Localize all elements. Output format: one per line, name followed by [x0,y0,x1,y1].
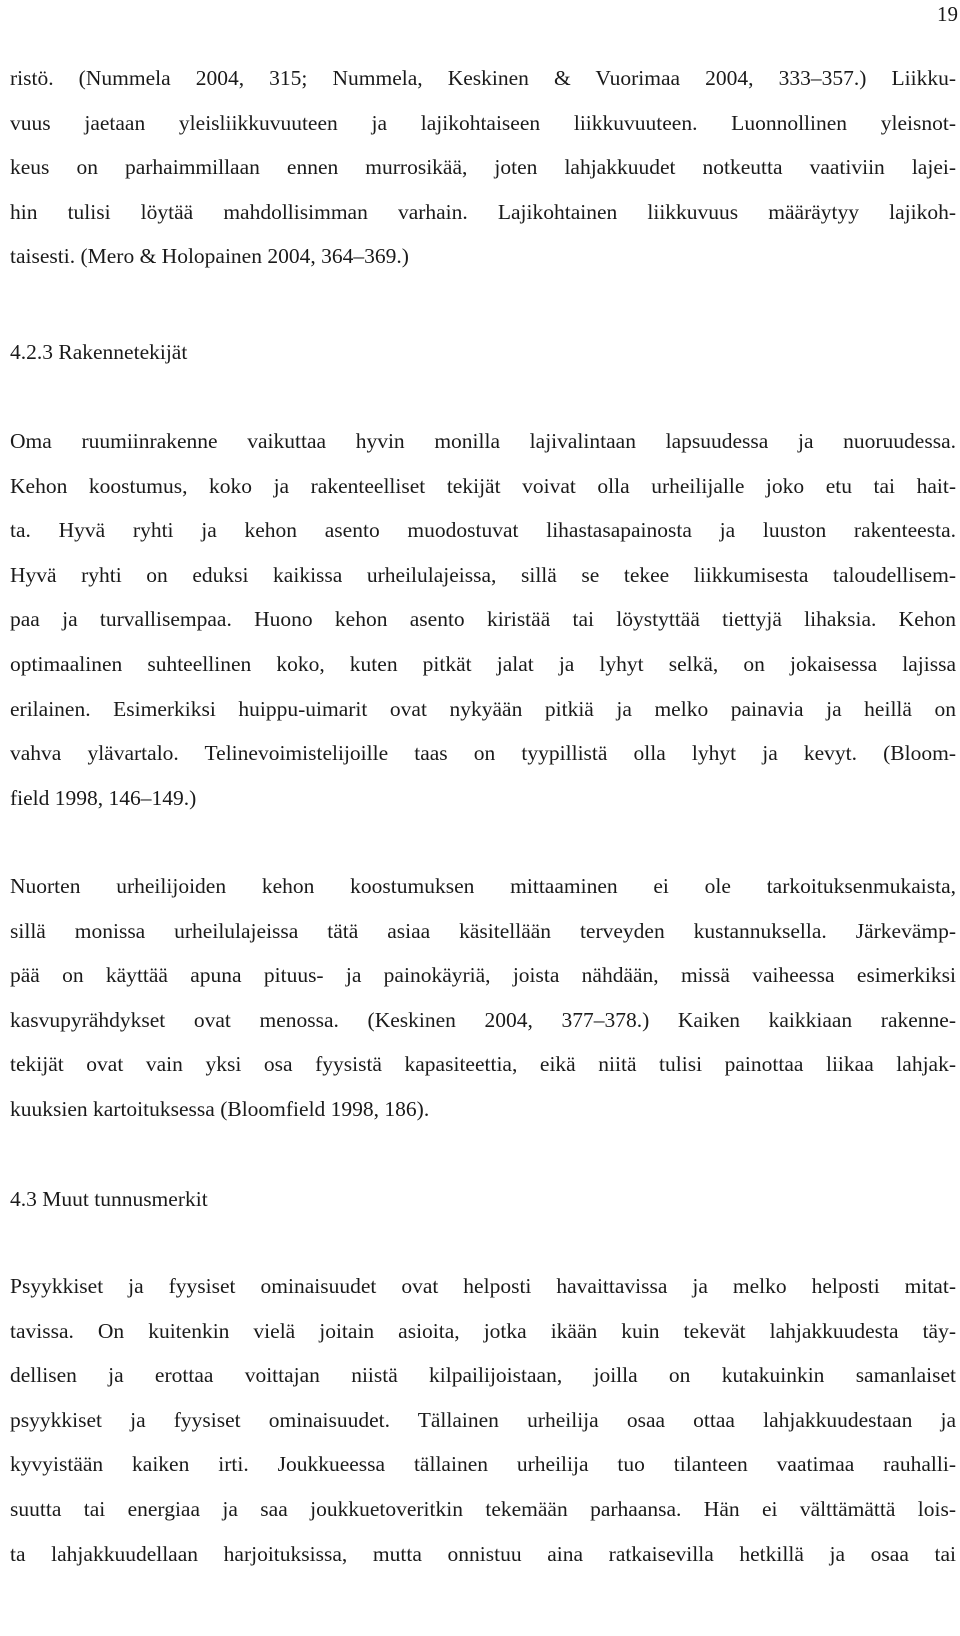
text-line: tekijät ovat vain yksi osa fyysistä kapasiteettia, eikä niitä tulisi painottaa liikaa lahjak- [10,1052,956,1077]
paragraph-muut [10,1264,956,1576]
text-line: dellisen ja erottaa voittajan niistä kilpailijoistaan, joilla on kutakuinkin samanlaiset [10,1363,956,1388]
paragraph-rakenne-1 [10,419,956,820]
text-line: paa ja turvallisempaa. Huono kehon asento kiristää tai löystyttää tiettyjä lihaksia. Kehon [10,607,956,632]
text-line: ta. Hyvä ryhti ja kehon asento muodostuvat lihastasapainosta ja luuston rakenteesta. [10,518,956,543]
text-line: keus on parhaimmillaan ennen murrosikää, joten lahjakkuudet notkeutta vaativiin lajei- [10,155,956,180]
paragraph-intro [10,56,956,279]
text-line: kuuksien kartoituksessa (Bloomfield 1998, 186). [10,1096,430,1121]
text-line: erilainen. Esimerkiksi huippu-uimarit ovat nykyään pitkiä ja melko painavia ja heillä on [10,696,956,721]
text-line: taisesti. (Mero & Holopainen 2004, 364–369.) [10,244,409,269]
text-line: suutta tai energiaa ja saa joukkuetoveritkin tekemään parhaansa. Hän ei välttämättä lois- [10,1496,956,1521]
paragraph-rakenne-2 [10,864,956,1132]
text-line: Hyvä ryhti on eduksi kaikissa urheilulajeissa, sillä se tekee liikkumisesta taloudellisem- [10,562,956,587]
text-line: Oma ruumiinrakenne vaikuttaa hyvin monilla lajivalintaan lapsuudessa ja nuoruudessa. [10,429,956,453]
text-line: ta lahjakkuudellaan harjoituksissa, mutta onnistuu aina ratkaisevilla hetkillä ja osaa tai [10,1541,956,1566]
text-line: kasvupyrähdykset ovat menossa. (Keskinen 2004, 377–378.) Kaiken kaikkiaan rakenne- [10,1007,956,1032]
text-line: vahva ylävartalo. Telinevoimistelijoille taas on tyypillistä olla lyhyt ja kevyt. (Bloom- [10,741,956,766]
text-line: Nuorten urheilijoiden kehon koostumuksen mittaaminen ei ole tarkoituksenmukaista, [10,874,956,898]
text-line: optimaalinen suhteellinen koko, kuten pitkät jalat ja lyhyt selkä, on jokaisessa lajissa [10,651,956,676]
text-line: psyykkiset ja fyysiset ominaisuudet. Tällainen urheilija osaa ottaa lahjakkuudestaan ja [10,1407,956,1432]
text-line: kyvyistään kaiken irti. Joukkueessa tällainen urheilija tuo tilanteen vaatimaa rauhalli- [10,1452,956,1477]
text-line: Kehon koostumus, koko ja rakenteelliset tekijät voivat olla urheilijalle joko etu tai hait- [10,473,956,498]
text-line: hin tulisi löytää mahdollisimman varhain. Lajikohtainen liikkuvuus määräytyy lajikoh- [10,199,956,224]
section-heading-4-2-3: 4.2.3 Rakennetekijät [10,340,188,364]
page-number: 19 [937,2,958,26]
section-heading-4-3: 4.3 Muut tunnusmerkit [10,1187,208,1211]
text-line: field 1998, 146–149.) [10,785,197,810]
text-line: ristö. (Nummela 2004, 315; Nummela, Keskinen & Vuorimaa 2004, 333–357.) Liikku- [10,66,956,90]
text-line: Psyykkiset ja fyysiset ominaisuudet ovat helposti havaittavissa ja melko helposti mitat- [10,1274,956,1298]
text-line: tavissa. On kuitenkin vielä joitain asioita, jotka ikään kuin tekevät lahjakkuudesta täy- [10,1318,956,1343]
text-line: pää on käyttää apuna pituus- ja painokäyriä, joista nähdään, missä vaiheessa esimerkiksi [10,963,956,988]
text-line: vuus jaetaan yleisliikkuvuuteen ja lajikohtaiseen liikkuvuuteen. Luonnollinen yleisnot- [10,110,956,135]
text-line: sillä monissa urheilulajeissa tätä asiaa käsitellään terveyden kustannuksella. Järkevämp- [10,918,956,943]
